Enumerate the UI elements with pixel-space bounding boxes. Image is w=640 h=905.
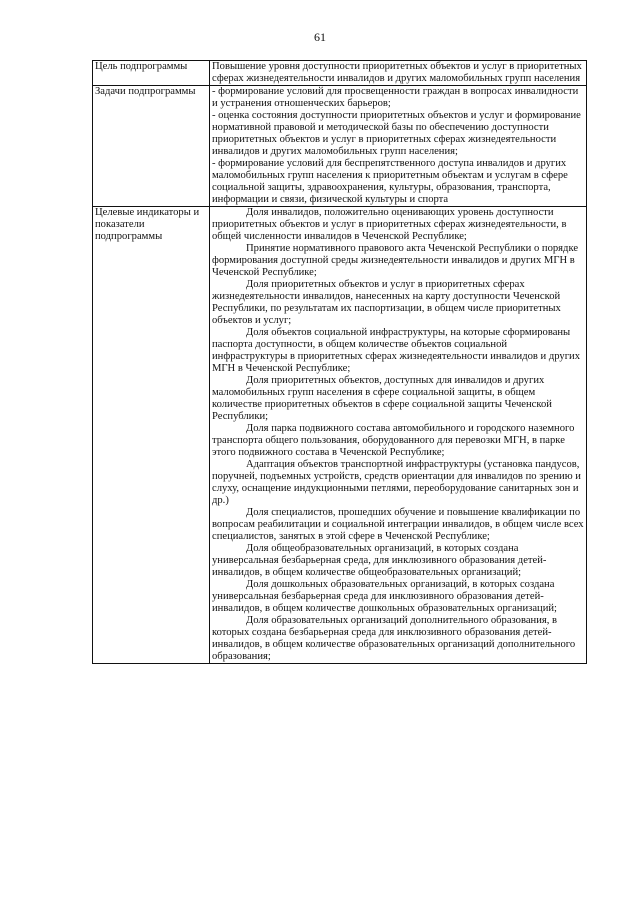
indicator-item: Доля парка подвижного состава автомобильного и городского наземного транспорта общего пользования, оборудованного для перевозки МГН, в парке этого подвижного состава в Чеченской Республике; [212, 423, 575, 458]
subprogram-passport-table [92, 60, 587, 664]
task-item: - формирование условий для беспрепятственного доступа инвалидов и других маломобильных групп населения к приоритетным объектам и услугам в сфере социальной защиты, здравоохранения, культуры, образования, транспорта, информации и связи, физической культуры и спорта [212, 158, 568, 205]
indicator-item: Доля объектов социальной инфраструктуры, на которые сформированы паспорта доступности, в общем количестве объектов социальной инфраструктуры в приоритетных сферах жизнедеятельности инвалидов и других МГН в Чеченской Республике; [212, 327, 581, 374]
row-label-indicators: Целевые индикаторы и показатели подпрограммы [93, 207, 210, 664]
row-label-goal: Цель подпрограммы [93, 61, 210, 86]
row-content-indicators [210, 207, 587, 664]
indicator-item: Доля приоритетных объектов и услуг в приоритетных сферах жизнедеятельности инвалидов, нанесенных на карту доступности Чеченской Республики, по результатам их паспортизации, в общем числе приоритетных объектов и услуг; [212, 279, 561, 326]
task-item: - оценка состояния доступности приоритетных объектов и услуг и формирование нормативной правовой и методической базы по обеспечению доступности приоритетных объектов и услуг в приоритетных сферах жизнедеятельности инвалидов и других маломобильных групп населения; [212, 110, 581, 157]
task-item: - формирование условий для просвещенности граждан в вопросах инвалидности и устранения отношенческих барьеров; [212, 86, 579, 109]
indicator-item: Доля специалистов, прошедших обучение и повышение квалификации по вопросам реабилитации и социальной интеграции инвалидов, в общем числе всех специалистов, занятых в этой сфере в Чеченской Республике; [212, 507, 584, 542]
indicator-item: Доля общеобразовательных организаций, в которых создана универсальная безбарьерная среда, для инклюзивного образования детей-инвалидов, в общем количестве общеобразовательных организаций; [212, 543, 547, 578]
table-row-tasks [93, 86, 587, 207]
indicator-item: Принятие нормативного правового акта Чеченской Республики о порядке формирования доступной среды жизнедеятельности инвалидов и других МГН в Чеченской Республике; [212, 243, 579, 278]
page-number: 61 [314, 30, 326, 44]
row-content-tasks [210, 86, 587, 207]
row-label-tasks: Задачи подпрограммы [93, 86, 210, 207]
table-row-indicators [93, 207, 587, 664]
indicator-item: Доля дошкольных образовательных организаций, в которых создана универсальная безбарьерная среда для инклюзивного образования детей-инвалидов, в общем количестве дошкольных образовательных организаций; [212, 579, 557, 614]
indicator-item: Доля приоритетных объектов, доступных для инвалидов и других маломобильных групп населения в сфере социальной защиты, в общем количестве приоритетных объектов в сфере социальной защиты Чеченской Республики; [212, 375, 552, 422]
row-content-goal [210, 61, 587, 86]
indicator-item: Доля образовательных организаций дополнительного образования, в которых создана безбарьерная среда для инклюзивного образования детей-инвалидов, в общем количестве образовательных организаций дополнительного образования; [212, 615, 576, 662]
table-row-goal [93, 61, 587, 86]
goal-text: Повышение уровня доступности приоритетных объектов и услуг в приоритетных сферах жизнедеятельности инвалидов и других маломобильных групп населения [212, 61, 582, 84]
indicator-item: Адаптация объектов транспортной инфраструктуры (установка пандусов, поручней, подъемных устройств, средств ориентации для инвалидов по зрению и слуху, оснащение индукционными петлями, переоборудование санитарных зон и др.) [212, 459, 581, 506]
indicator-item: Доля инвалидов, положительно оценивающих уровень доступности приоритетных объектов и услуг в приоритетных сферах жизнедеятельности, в общей численности инвалидов в Чеченской Республике; [212, 207, 567, 242]
